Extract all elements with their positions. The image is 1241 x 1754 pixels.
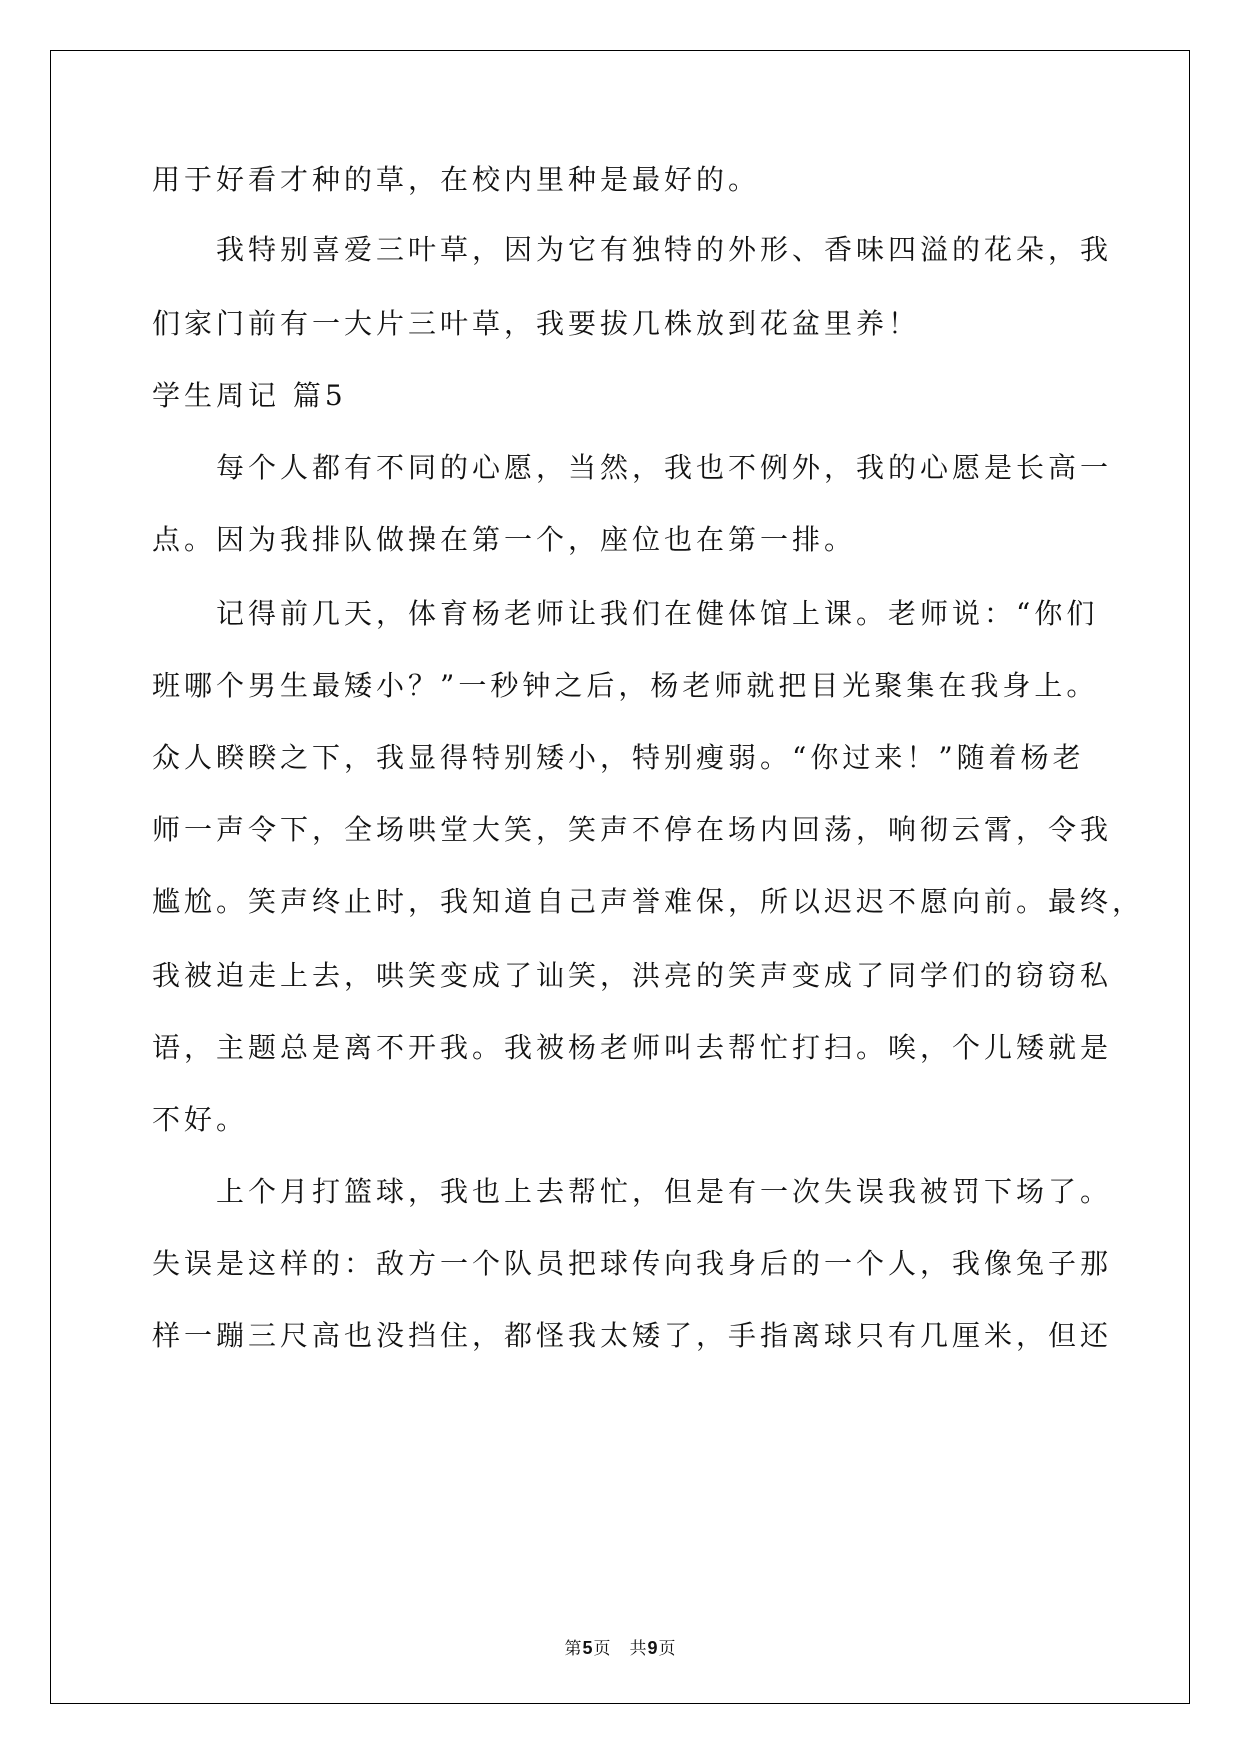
text-line: 众人睽睽之下，我显得特别矮小，特别瘦弱。“你过来！”随着杨老 — [152, 741, 1085, 774]
page-border — [50, 50, 1190, 1704]
text-line: 不好。 — [152, 1103, 249, 1136]
text-line: 师一声令下，全场哄堂大笑，笑声不停在场内回荡，响彻云霄，令我 — [152, 813, 1113, 846]
section-heading: 学生周记 篇5 — [152, 379, 347, 412]
total-page-number: 9 — [647, 1638, 659, 1658]
footer-suffix: 页 — [658, 1639, 677, 1659]
text-line: 语，主题总是离不开我。我被杨老师叫去帮忙打扫。唉，个儿矮就是 — [152, 1031, 1113, 1064]
text-line: 每个人都有不同的心愿，当然，我也不例外，我的心愿是长高一 — [216, 451, 1113, 484]
text-line: 尴尬。笑声终止时，我知道自己声誉难保，所以迟迟不愿向前。最终， — [152, 885, 1145, 918]
footer-prefix: 第 — [564, 1639, 583, 1659]
text-line: 们家门前有一大片三叶草，我要拔几株放到花盆里养！ — [152, 307, 921, 340]
footer-middle: 页 共 — [593, 1639, 648, 1659]
text-line: 班哪个男生最矮小？”一秒钟之后，杨老师就把目光聚集在我身上。 — [152, 669, 1099, 702]
text-line: 我特别喜爱三叶草，因为它有独特的外形、香味四溢的花朵，我 — [216, 233, 1113, 266]
text-line: 用于好看才种的草，在校内里种是最好的。 — [152, 163, 761, 196]
current-page-number: 5 — [582, 1638, 594, 1658]
text-line: 我被迫走上去，哄笑变成了讪笑，洪亮的笑声变成了同学们的窃窃私 — [152, 959, 1113, 992]
page-footer — [0, 1634, 1241, 1659]
text-line: 样一蹦三尺高也没挡住，都怪我太矮了，手指离球只有几厘米，但还 — [152, 1319, 1113, 1352]
text-line: 失误是这样的：敌方一个队员把球传向我身后的一个人，我像兔子那 — [152, 1247, 1113, 1280]
text-line: 点。因为我排队做操在第一个，座位也在第一排。 — [152, 523, 857, 556]
text-line: 上个月打篮球，我也上去帮忙，但是有一次失误我被罚下场了。 — [216, 1175, 1113, 1208]
text-line: 记得前几天，体育杨老师让我们在健体馆上课。老师说：“你们 — [216, 597, 1099, 630]
